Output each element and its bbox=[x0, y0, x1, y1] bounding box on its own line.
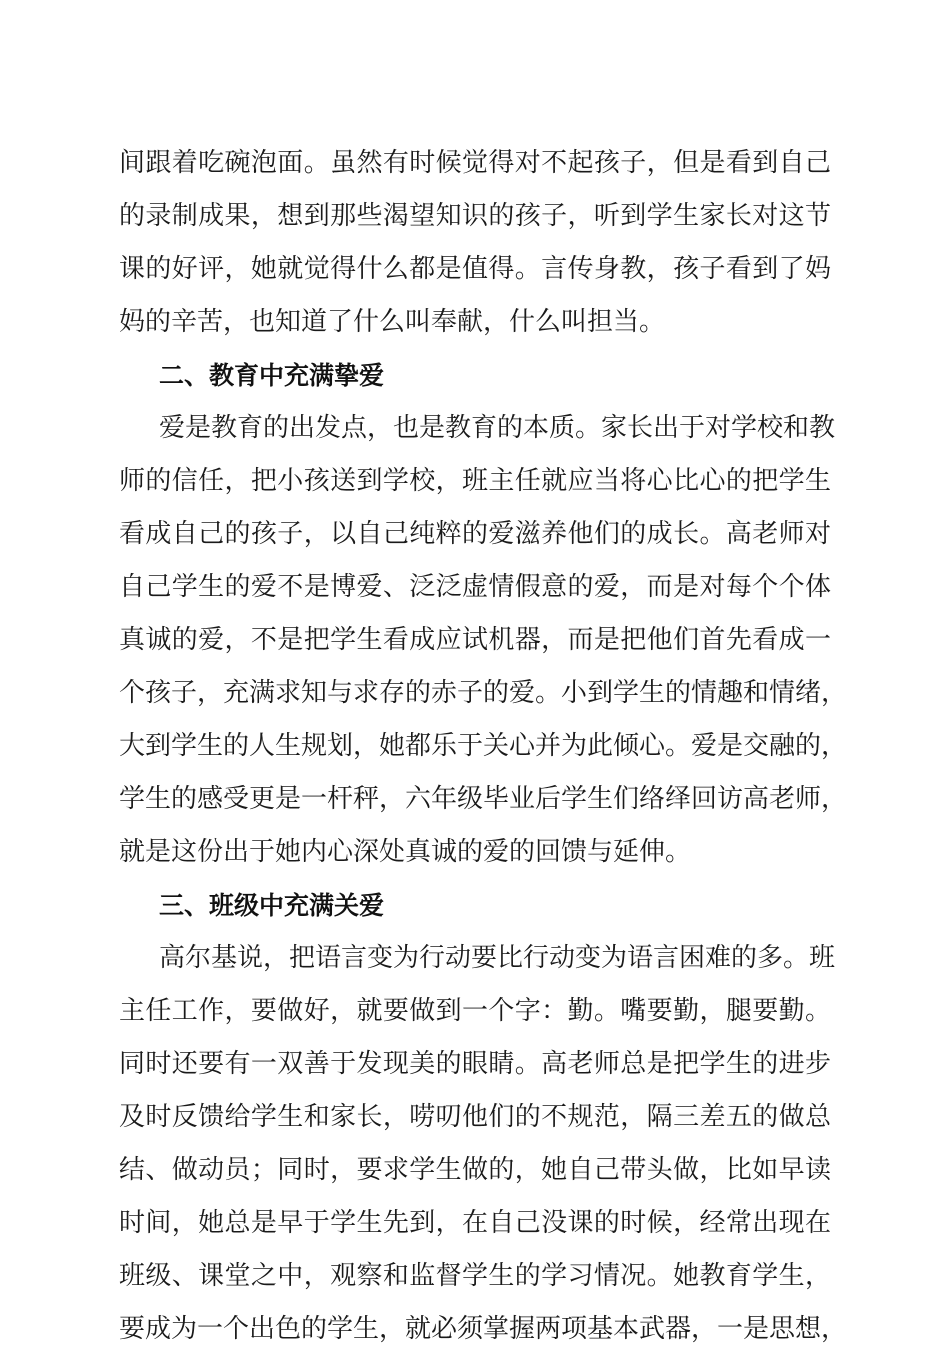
text-line: 班级、课堂之中，观察和监督学生的学习情况。她教育学生， bbox=[119, 1261, 831, 1291]
section-heading-3: 三、班级中充满关爱 bbox=[159, 891, 385, 920]
text-line: 真诚的爱，不是把学生看成应试机器，而是把他们首先看成一 bbox=[119, 625, 831, 655]
text-line: 高尔基说，把语言变为行动要比行动变为语言困难的多。班 bbox=[159, 943, 836, 973]
text-line: 要成为一个出色的学生，就必须掌握两项基本武器，一是思想， bbox=[119, 1314, 848, 1344]
paragraph-section-2 bbox=[119, 402, 848, 879]
text-line: 主任工作，要做好，就要做到一个字：勤。嘴要勤，腿要勤。 bbox=[119, 996, 831, 1026]
section-heading-2: 二、教育中充满挚爱 bbox=[159, 361, 385, 390]
text-line: 间跟着吃碗泡面。虽然有时候觉得对不起孩子，但是看到自己 bbox=[119, 148, 831, 178]
text-line: 师的信任，把小孩送到学校，班主任就应当将心比心的把学生 bbox=[119, 466, 831, 496]
text-line: 学生的感受更是一杆秤，六年级毕业后学生们络绎回访高老师， bbox=[119, 784, 848, 814]
text-line: 时间，她总是早于学生先到，在自己没课的时候，经常出现在 bbox=[119, 1208, 831, 1238]
text-line: 的录制成果，想到那些渴望知识的孩子，听到学生家长对这节 bbox=[119, 201, 831, 231]
text-line: 妈的辛苦，也知道了什么叫奉献，什么叫担当。 bbox=[119, 307, 666, 337]
text-line: 个孩子，充满求知与求存的赤子的爱。小到学生的情趣和情绪， bbox=[119, 678, 848, 708]
text-line: 同时还要有一双善于发现美的眼睛。高老师总是把学生的进步 bbox=[119, 1049, 831, 1079]
text-line: 自己学生的爱不是博爱、泛泛虚情假意的爱，而是对每个个体 bbox=[119, 572, 831, 602]
paragraph-continued bbox=[119, 137, 831, 349]
text-line: 就是这份出于她内心深处真诚的爱的回馈与延伸。 bbox=[119, 837, 692, 867]
document-body bbox=[119, 137, 848, 1356]
text-line: 课的好评，她就觉得什么都是值得。言传身教，孩子看到了妈 bbox=[119, 254, 831, 284]
text-line: 大到学生的人生规划，她都乐于关心并为此倾心。爱是交融的， bbox=[119, 731, 848, 761]
text-line: 看成自己的孩子，以自己纯粹的爱滋养他们的成长。高老师对 bbox=[119, 519, 831, 549]
text-line: 结、做动员；同时，要求学生做的，她自己带头做，比如早读 bbox=[119, 1155, 831, 1185]
text-line: 爱是教育的出发点，也是教育的本质。家长出于对学校和教 bbox=[159, 413, 836, 443]
paragraph-section-3 bbox=[119, 932, 848, 1356]
text-line: 及时反馈给学生和家长，唠叨他们的不规范，隔三差五的做总 bbox=[119, 1102, 831, 1132]
